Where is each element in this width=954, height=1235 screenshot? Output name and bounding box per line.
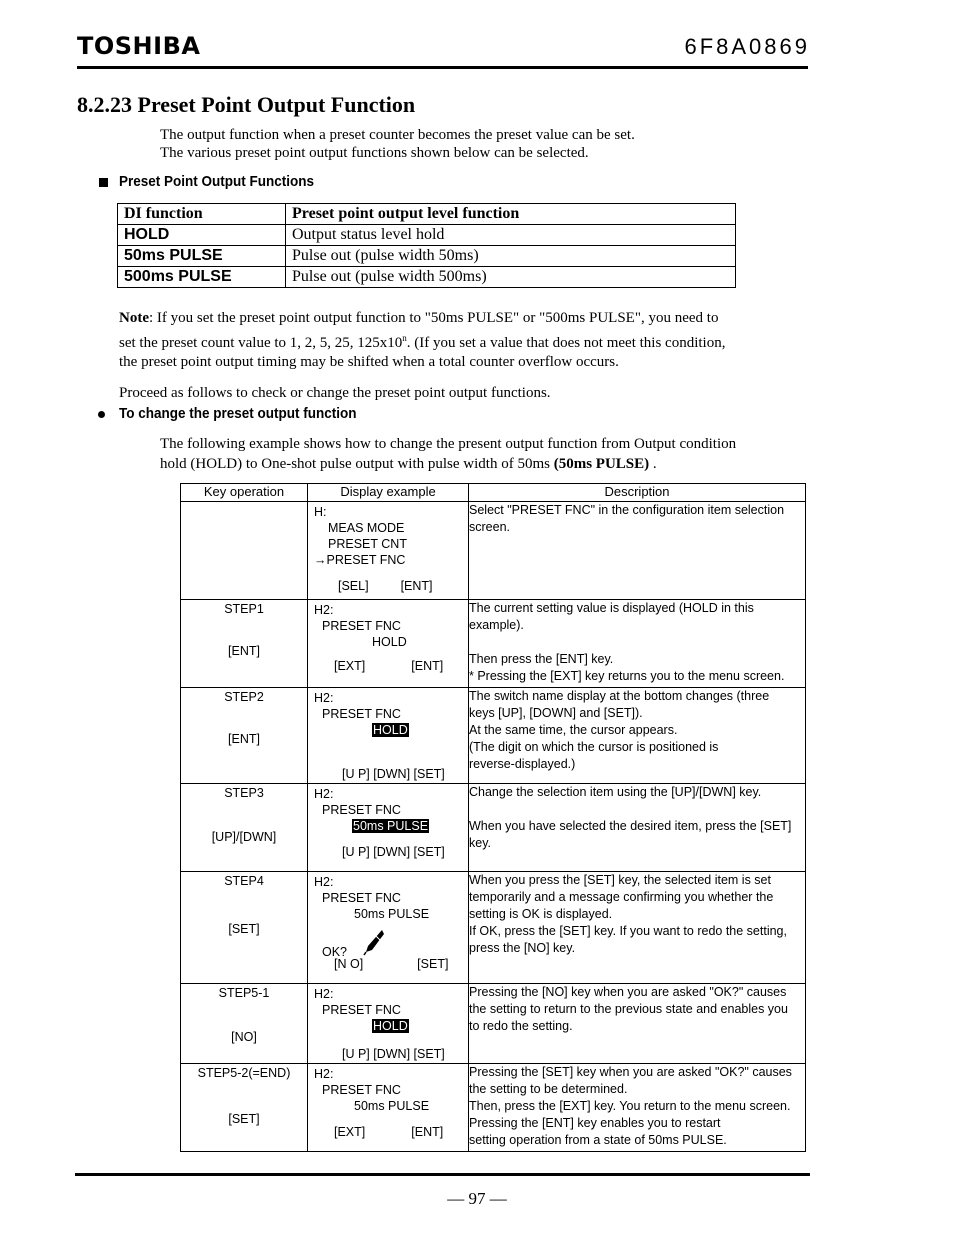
key-operation-cell [181,784,308,872]
display-top: H2: [314,787,334,801]
description-cell [469,872,806,984]
header-divider [77,66,808,69]
description-line: Pressing the [ENT] key enables you to restart [469,1116,721,1130]
note-label: Note [119,310,149,326]
round-bullet-icon [98,411,105,418]
steps-header-row [181,484,806,502]
proceed-text: Proceed as follows to check or change the preset point output functions. [119,385,551,401]
header-description: Description [469,484,806,502]
page-number: — 97 — [447,1189,507,1208]
description-line: screen. [469,520,510,534]
key-operation-cell [181,688,308,784]
change-heading: To change the preset output function [119,405,357,422]
table-row [181,784,806,872]
display-line: PRESET FNC [322,891,401,905]
table-row [181,600,806,688]
display-line: →PRESET FNC [314,553,406,567]
description-line: Select "PRESET FNC" in the configuration item selection [469,503,785,517]
footer-divider [75,1173,810,1176]
description-cell [469,600,806,688]
pointing-hand-icon [362,928,386,956]
description-line: key. [469,836,491,850]
description-line: Pressing the [SET] key when you are asked "OK?" causes [469,1065,792,1079]
note-line-2b: . (If you set a value that does not meet this condition, [406,334,726,351]
display-line: 50ms PULSE [354,907,430,921]
display-top: H2: [314,875,334,889]
description-line: The current setting value is displayed (HOLD in this [469,601,754,615]
description-line: setting operation from a state of 50ms PULSE. [469,1133,727,1147]
di-function-cell: 500ms PULSE [118,267,286,288]
softkey-ent: [ENT] [411,659,444,673]
intro-line-1: The output function when a preset counter becomes the preset value can be set. [160,127,635,143]
cursor-highlight: HOLD [373,1019,408,1033]
key-operation-cell [181,600,308,688]
key-label: [NO] [231,1030,257,1044]
description-line: The switch name display at the bottom changes (three [469,689,770,703]
header-display-example: Display example [308,484,469,502]
display-line: PRESET FNC [322,707,401,721]
description-line: When you press the [SET] key, the selected item is set [469,873,771,887]
note-line-3: the preset point output timing may be shifted when a total counter overflow occurs. [119,354,619,370]
display-top: H2: [314,603,334,617]
intro-line-2: The various preset point output functions shown below can be selected. [160,145,589,161]
header-key-operation: Key operation [181,484,308,502]
key-label: [SET] [228,1112,260,1126]
key-label: [SET] [228,922,260,936]
table-row [181,688,806,784]
description-line: example). [469,618,524,632]
description-line: setting is OK is displayed. [469,907,613,921]
softkey-ent: [ENT] [411,1125,444,1139]
document-number: 6F8A0869 [684,34,810,59]
example-line-2c: . [649,456,657,472]
steps-table [180,483,806,1152]
softkey-sel: [SEL] [338,579,369,593]
display-top: H2: [314,691,334,705]
square-bullet-icon [99,178,108,187]
key-label: [ENT] [228,644,260,658]
table-row [181,872,806,984]
di-function-cell: HOLD [118,225,286,246]
level-function-cell: Output status level hold [286,225,736,246]
description-line: Change the selection item using the [UP]/[DWN] key. [469,785,762,799]
description-line: to redo the setting. [469,1019,573,1033]
example-emphasis: (50ms PULSE) [553,456,650,472]
step-label: STEP2 [224,690,264,704]
step-label: STEP3 [224,786,264,800]
description-cell [469,502,806,600]
description-line: the setting to be determined. [469,1082,628,1096]
description-line: reverse-displayed.) [469,757,576,771]
example-line-1: The following example shows how to change the present output function from Output condition [160,436,737,452]
display-line: PRESET FNC [322,1083,401,1097]
description-line: When you have selected the desired item, press the [SET] [469,819,792,833]
step-label: STEP1 [224,602,264,616]
description-line: (The digit on which the cursor is positioned is [469,740,719,754]
key-operation-cell [181,872,308,984]
table-row [181,984,806,1064]
function-table [117,203,736,288]
note-paragraph [119,309,809,373]
description-line: the setting to return to the previous state and enables you [469,1002,788,1016]
description-line: keys [UP], [DOWN] and [SET]). [469,706,643,720]
example-paragraph [160,434,820,474]
softkey-row: [U P] [DWN] [SET] [342,1047,445,1061]
display-top: H2: [314,1067,334,1081]
description-cell [469,1064,806,1152]
description-cell [469,784,806,872]
table-row [118,246,736,267]
table-row [181,502,806,600]
description-line: Then, press the [EXT] key. You return to the menu screen. [469,1099,791,1113]
section-title: 8.2.23 Preset Point Output Function [77,92,416,117]
ok-prompt: OK? [322,945,348,959]
level-function-cell: Pulse out (pulse width 500ms) [286,267,736,288]
subheading: Preset Point Output Functions [119,173,315,190]
header-cell: Preset point output level function [286,204,736,225]
description-line: * Pressing the [EXT] key returns you to the menu screen. [469,669,785,683]
display-line: PRESET FNC [322,803,401,817]
softkey-ext: [EXT] [334,1125,366,1139]
cursor-highlight: HOLD [373,723,408,737]
description-line: press the [NO] key. [469,941,576,955]
table-row [118,225,736,246]
di-function-cell: 50ms PULSE [118,246,286,267]
step-label: STEP4 [224,874,264,888]
step-label: STEP5-2(=END) [197,1066,291,1080]
softkey-set: [SET] [417,957,449,971]
display-cell [308,502,469,600]
display-cell [308,600,469,688]
display-cell [308,872,469,984]
display-cell [308,1064,469,1152]
level-function-cell: Pulse out (pulse width 50ms) [286,246,736,267]
display-line: HOLD [372,635,407,649]
description-line: Pressing the [NO] key when you are asked "OK?" causes [469,985,787,999]
softkey-no: [N O] [334,957,364,971]
key-label: [ENT] [228,732,260,746]
display-line: PRESET FNC [322,619,401,633]
display-line: MEAS MODE [328,521,405,535]
display-line: PRESET CNT [328,537,407,551]
table-row [181,1064,806,1152]
display-cell [308,688,469,784]
note-exponent: n [402,332,407,343]
display-cell [308,984,469,1064]
key-operation-cell [181,984,308,1064]
key-operation-cell [181,502,308,600]
description-line: Then press the [ENT] key. [469,652,614,666]
header-cell: DI function [118,204,286,225]
brand-logo: TOSHIBA [77,32,201,60]
display-line: 50ms PULSE [354,1099,430,1113]
softkey-row: [U P] [DWN] [SET] [342,767,445,781]
display-top: H: [314,505,327,519]
note-line-2a: set the preset count value to 1, 2, 5, 25, 125x10 [119,334,403,351]
display-line: PRESET FNC [322,1003,401,1017]
description-line: At the same time, the cursor appears. [469,723,678,737]
description-line: If OK, press the [SET] key. If you want to redo the setting, [469,924,787,938]
note-line-1: : If you set the preset point output function to "50ms PULSE" or "500ms PULSE", you need to [149,310,719,326]
table-row [118,267,736,288]
key-operation-cell [181,1064,308,1152]
softkey-ent: [ENT] [400,579,433,593]
cursor-highlight: 50ms PULSE [353,819,429,833]
softkey-row: [U P] [DWN] [SET] [342,845,445,859]
step-label: STEP5-1 [218,986,270,1000]
example-line-2a: hold (HOLD) to One-shot pulse output with pulse width of 50ms [160,456,554,472]
description-cell [469,984,806,1064]
description-cell [469,688,806,784]
display-cell [308,784,469,872]
softkey-ext: [EXT] [334,659,366,673]
description-line: temporarily and a message confirming you whether the [469,890,774,904]
key-label: [UP]/[DWN] [211,830,277,844]
table-header-row [118,204,736,225]
display-top: H2: [314,987,334,1001]
